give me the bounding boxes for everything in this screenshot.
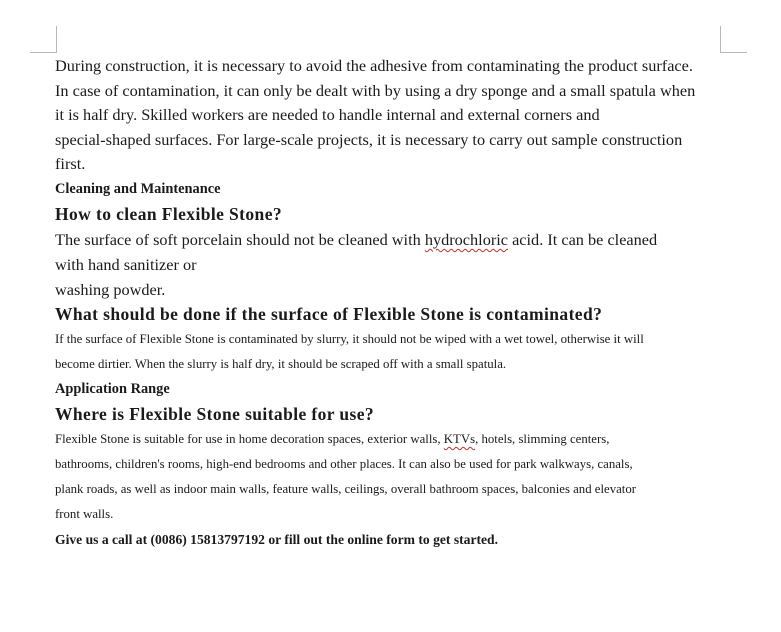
clean-answer-line: with hand sanitizer or bbox=[55, 254, 197, 274]
intro-line: first. bbox=[55, 154, 86, 174]
intro-line: special-shaped surfaces. For large-scale projects, it is necessary to carry out sample construction bbox=[55, 129, 683, 149]
usage-answer-line: plank roads, as well as indoor main walls, feature walls, ceilings, overall bathroom spaces, balconies and elevator bbox=[55, 481, 637, 496]
clean-question-heading: How to clean Flexible Stone? bbox=[55, 203, 283, 224]
contamination-answer-line: become dirtier. When the slurry is half dry, it should be scraped off with a small spatula. bbox=[55, 356, 507, 371]
usage-answer-text: Flexible Stone is suitable for use in home decoration spaces, exterior walls, bbox=[55, 431, 444, 446]
clean-answer-line bbox=[55, 227, 727, 252]
call-to-action: Give us a call at (0086) 15813797192 or fill out the online form to get started. bbox=[55, 531, 498, 547]
clean-answer-line: washing powder. bbox=[55, 279, 166, 299]
usage-answer-line: front walls. bbox=[55, 506, 114, 521]
spelling-flag-word[interactable]: KTVs bbox=[443, 431, 476, 446]
page-corner-mark-right bbox=[720, 26, 747, 53]
page-corner-mark-left bbox=[30, 26, 57, 53]
application-section-heading: Application Range bbox=[55, 380, 170, 397]
contamination-answer-line: If the surface of Flexible Stone is contaminated by slurry, it should not be wiped with a wet towel, otherwise it will bbox=[55, 331, 644, 346]
intro-line: In case of contamination, it can only be dealt with by using a dry sponge and a small spatula when bbox=[55, 80, 696, 100]
spelling-flag-word[interactable]: hydrochloric bbox=[424, 229, 509, 249]
usage-answer-text: , hotels, slimming centers, bbox=[475, 431, 610, 446]
clean-answer-text: acid. It can be cleaned bbox=[508, 229, 658, 249]
cleaning-section-heading: Cleaning and Maintenance bbox=[55, 180, 221, 197]
clean-answer-paragraph bbox=[55, 227, 727, 302]
intro-line: During construction, it is necessary to avoid the adhesive from contaminating the product surface. bbox=[55, 56, 693, 75]
contamination-answer-paragraph bbox=[55, 327, 727, 377]
usage-answer-paragraph bbox=[55, 427, 727, 527]
contamination-question-heading: What should be done if the surface of Flexible Stone is contaminated? bbox=[55, 303, 603, 324]
usage-question-heading: Where is Flexible Stone suitable for use? bbox=[55, 403, 375, 424]
usage-answer-line: bathrooms, children's rooms, high-end bedrooms and other places. It can also be used for park walkways, canals, bbox=[55, 456, 633, 471]
document-page bbox=[55, 54, 727, 552]
intro-paragraph bbox=[55, 54, 727, 177]
clean-answer-text: The surface of soft porcelain should not be cleaned with bbox=[55, 229, 425, 249]
intro-line: it is half dry. Skilled workers are needed to handle internal and external corners and bbox=[55, 105, 600, 125]
usage-answer-line bbox=[55, 427, 727, 452]
